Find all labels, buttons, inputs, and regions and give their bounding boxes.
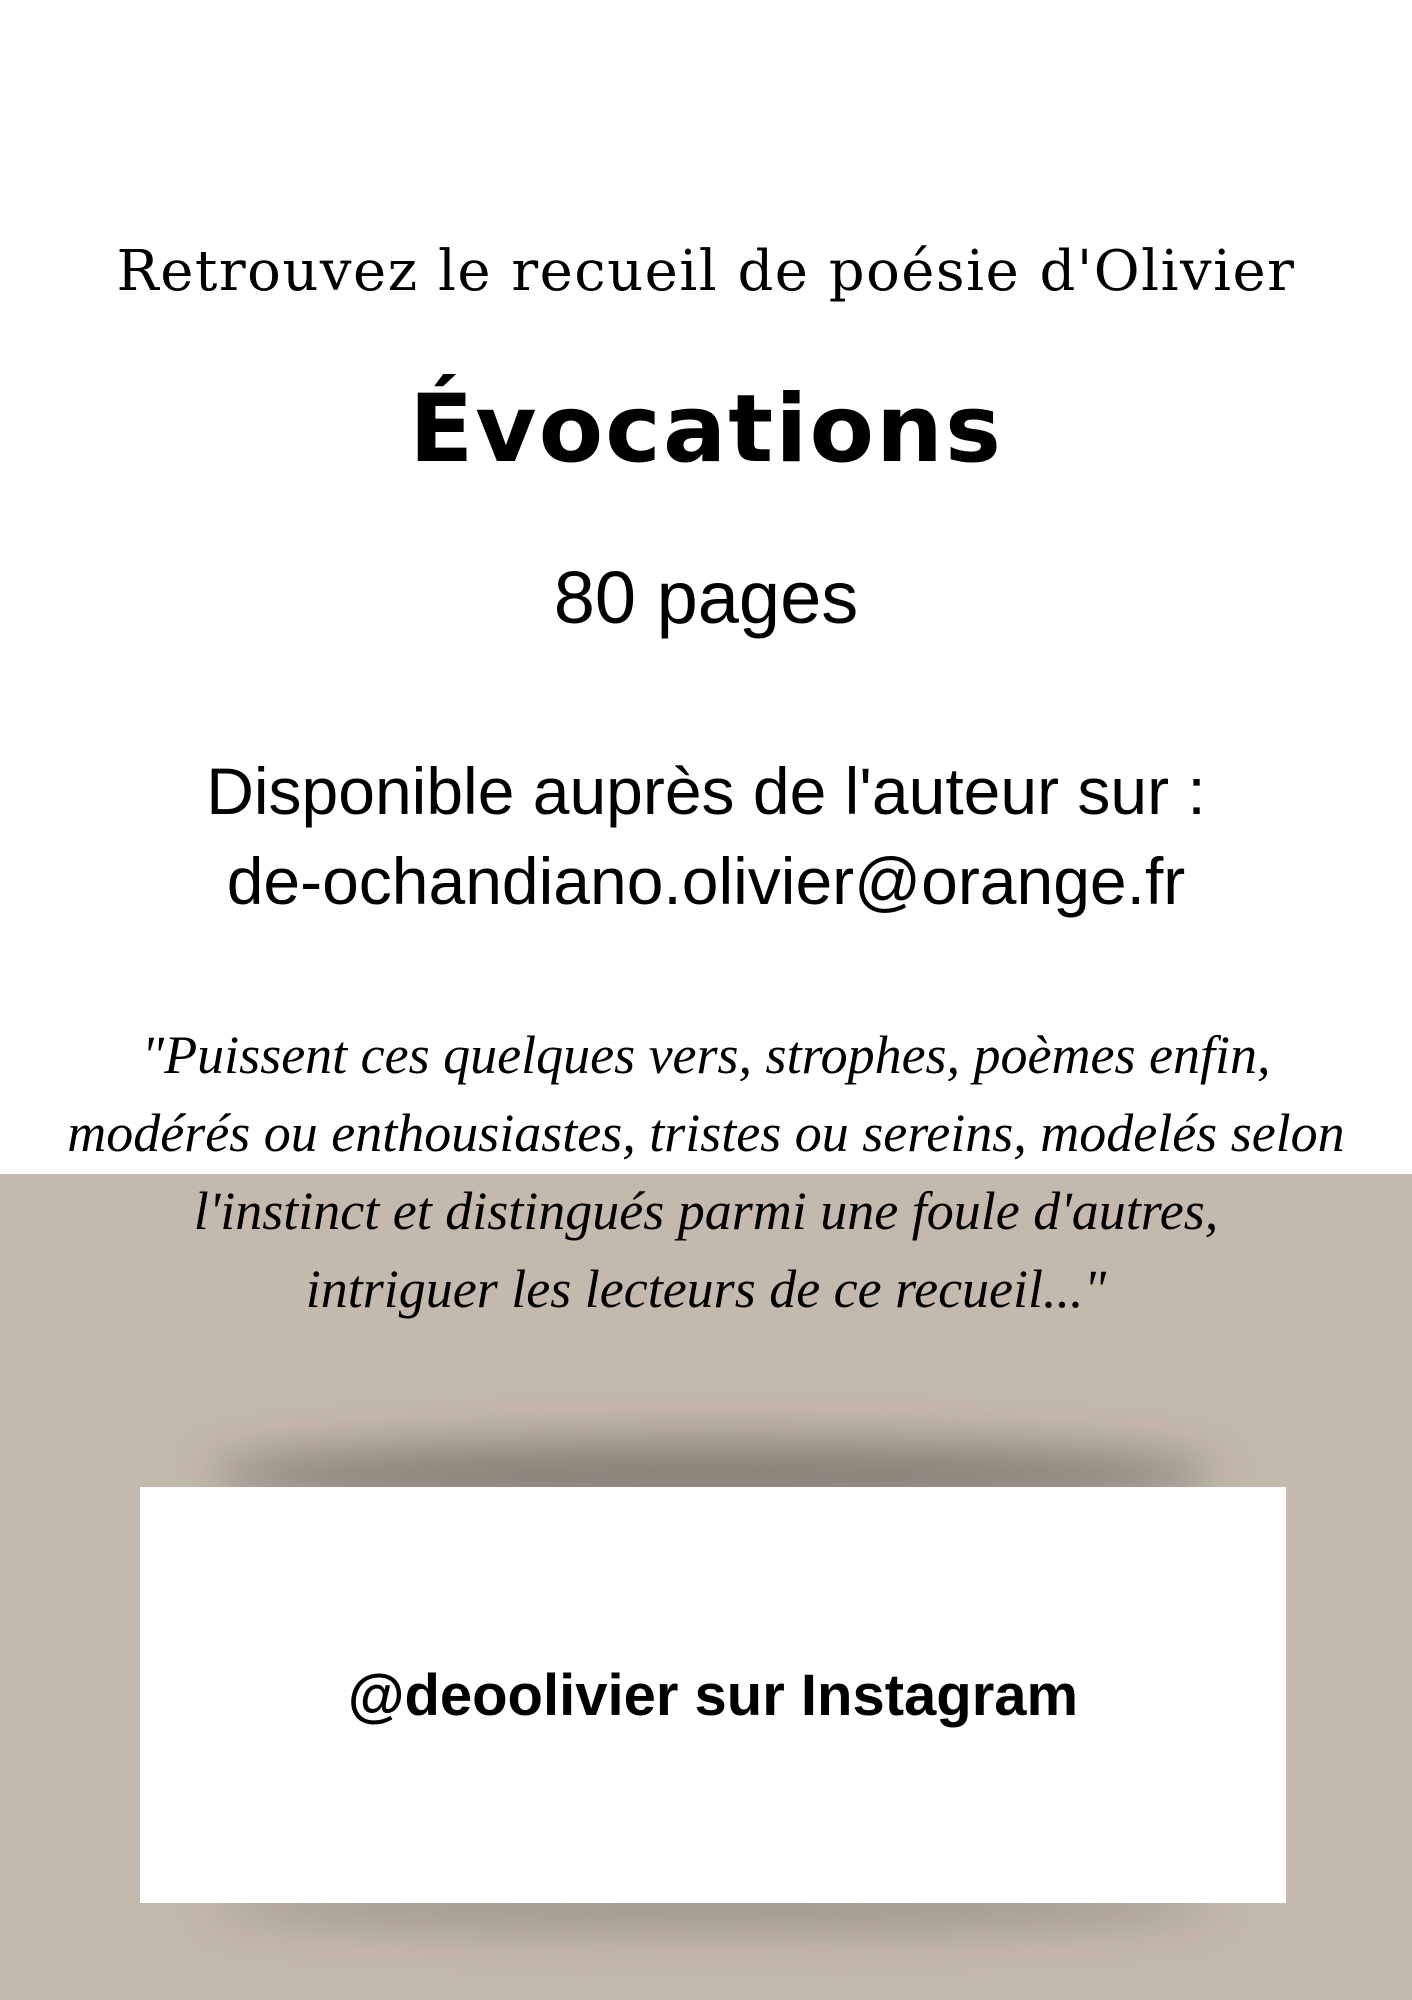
- instagram-card: [140, 1487, 1286, 1903]
- quote-block: [0, 1016, 1412, 1328]
- quote-line: intriguer les lecteurs de ce recueil...": [305, 1259, 1107, 1319]
- author-email[interactable]: de-ochandiano.olivier@orange.fr: [226, 844, 1186, 918]
- quote-line: l'instinct et distingués parmi une foule d'autres,: [193, 1181, 1219, 1241]
- availability-block: [0, 746, 1412, 926]
- intro-text: Retrouvez le recueil de poésie d'Olivier: [116, 239, 1296, 304]
- availability-text: Disponible auprès de l'auteur sur :: [206, 754, 1206, 828]
- page-count: 80 pages: [553, 556, 859, 639]
- quote-line: "Puissent ces quelques vers, strophes, poèmes enfin,: [141, 1025, 1271, 1085]
- instagram-handle[interactable]: @deoolivier sur Instagram: [347, 1662, 1079, 1728]
- quote-line: modérés ou enthousiastes, tristes ou sereins, modelés selon: [67, 1103, 1345, 1163]
- book-title: Évocations: [409, 375, 1003, 484]
